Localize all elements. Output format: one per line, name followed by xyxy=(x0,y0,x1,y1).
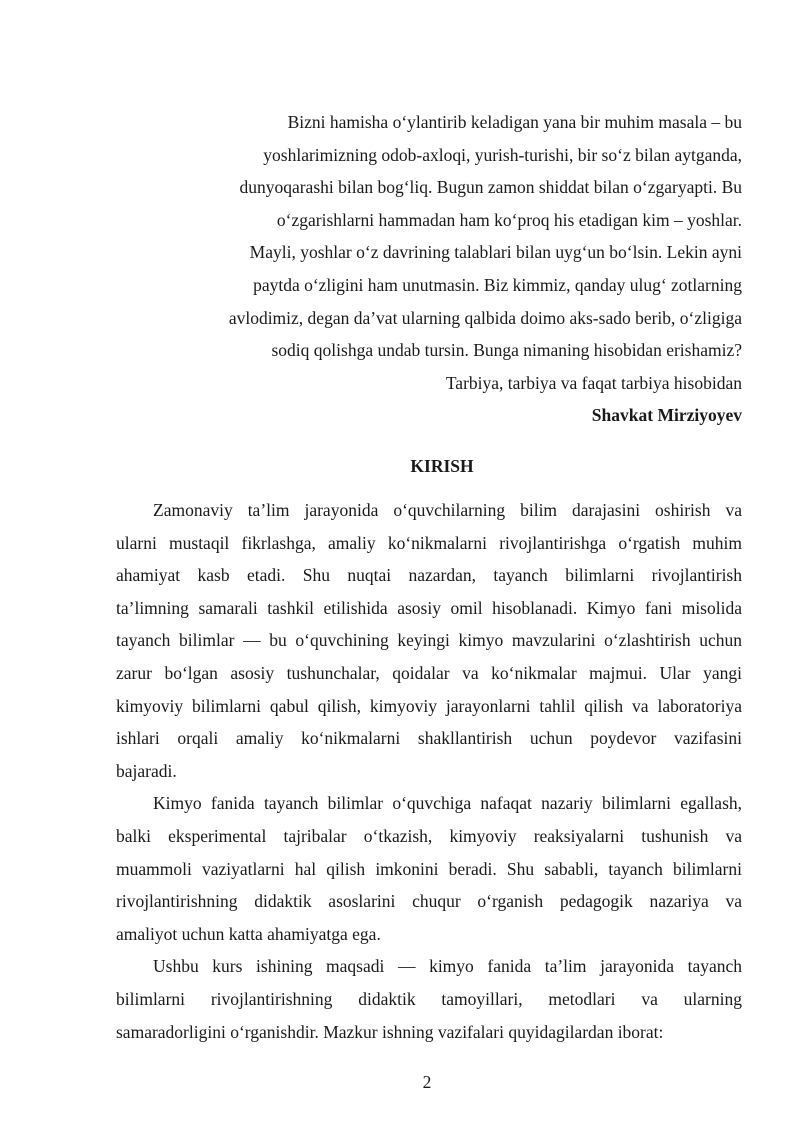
page-number: 2 xyxy=(422,1072,432,1092)
paragraph xyxy=(116,950,742,1048)
paragraph-line: rivojlantirishning didaktik asoslarini chuqur o‘rganish pedagogik nazariya va xyxy=(116,891,742,912)
paragraph-line: ahamiyat kasb etadi. Shu nuqtai nazardan, tayanch bilimlarni rivojlantirish xyxy=(116,565,742,586)
epigraph xyxy=(150,106,742,432)
paragraph-line: muammoli vaziyatlarni hal qilish imkonini beradi. Shu sababli, tayanch bilimlarni xyxy=(116,858,742,879)
paragraph-line: Kimyo fanida tayanch bilimlar o‘quvchiga nafaqat nazariy bilimlarni egallash, xyxy=(153,793,742,814)
section-heading: KIRISH xyxy=(410,456,474,476)
paragraph-line: ta’limning samarali tashkil etilishida asosiy omil hisoblanadi. Kimyo fani misolida xyxy=(116,597,742,618)
epigraph-line: Tarbiya, tarbiya va faqat tarbiya hisobidan xyxy=(445,372,742,393)
paragraph-line: samaradorligini o‘rganishdir. Mazkur ishning vazifalari quyidagilardan iborat: xyxy=(116,1021,664,1042)
paragraph-line: Ushbu kurs ishining maqsadi — kimyo fanida ta’lim jarayonida tayanch xyxy=(153,956,742,977)
paragraph-line: zarur bo‘lgan asosiy tushunchalar, qoidalar va ko‘nikmalar majmui. Ular yangi xyxy=(116,662,742,683)
paragraph-line: amaliyot uchun katta ahamiyatga ega. xyxy=(116,923,381,944)
paragraph-line: ishlari orqali amaliy ko‘nikmalarni shakllantirish uchun poydevor vazifasini xyxy=(116,728,742,749)
epigraph-line: paytda o‘zligini ham unutmasin. Biz kimmiz, qanday ulug‘ zotlarning xyxy=(253,274,742,295)
paragraph xyxy=(116,494,742,787)
paragraph-line: tayanch bilimlar — bu o‘quvchining keyingi kimyo mavzularini o‘zlashtirish uchun xyxy=(116,630,742,651)
epigraph-line: yoshlarimizning odob-axloqi, yurish-turishi, bir so‘z bilan aytganda, xyxy=(263,144,742,165)
paragraph xyxy=(116,787,742,950)
body-text xyxy=(116,494,742,1048)
paragraph-line: kimyoviy bilimlarni qabul qilish, kimyoviy jarayonlarni tahlil qilish va laboratoriya xyxy=(116,695,742,716)
paragraph-line: balki eksperimental tajribalar o‘tkazish, kimyoviy reaksiyalarni tushunish va xyxy=(116,825,742,846)
epigraph-line: Bizni hamisha o‘ylantirib keladigan yana bir muhim masala – bu xyxy=(287,112,742,132)
paragraph-line: ularni mustaqil fikrlashga, amaliy ko‘nikmalarni rivojlantirishga o‘rgatish muhim xyxy=(116,532,742,553)
epigraph-line: dunyoqarashi bilan bog‘liq. Bugun zamon shiddat bilan o‘zgaryapti. Bu xyxy=(239,177,742,198)
epigraph-line: sodiq qolishga undab tursin. Bunga nimaning hisobidan erishamiz? xyxy=(271,340,742,361)
epigraph-line: avlodimiz, degan da’vat ularning qalbida doimo aks-sado berib, o‘zligiga xyxy=(228,307,742,328)
epigraph-line: o‘zgarishlarni hammadan ham ko‘proq his etadigan kim – yoshlar. xyxy=(276,209,742,230)
paragraph-line: Zamonaviy ta’lim jarayonida o‘quvchilarning bilim darajasini oshirish va xyxy=(153,500,742,520)
epigraph-author: Shavkat Mirziyoyev xyxy=(591,405,742,426)
paragraph-line: bilimlarni rivojlantirishning didaktik tamoyillari, metodlari va ularning xyxy=(116,988,742,1009)
paragraph-line: bajaradi. xyxy=(116,760,177,781)
epigraph-line: Mayli, yoshlar o‘z davrining talablari bilan uyg‘un bo‘lsin. Lekin ayni xyxy=(249,242,742,263)
